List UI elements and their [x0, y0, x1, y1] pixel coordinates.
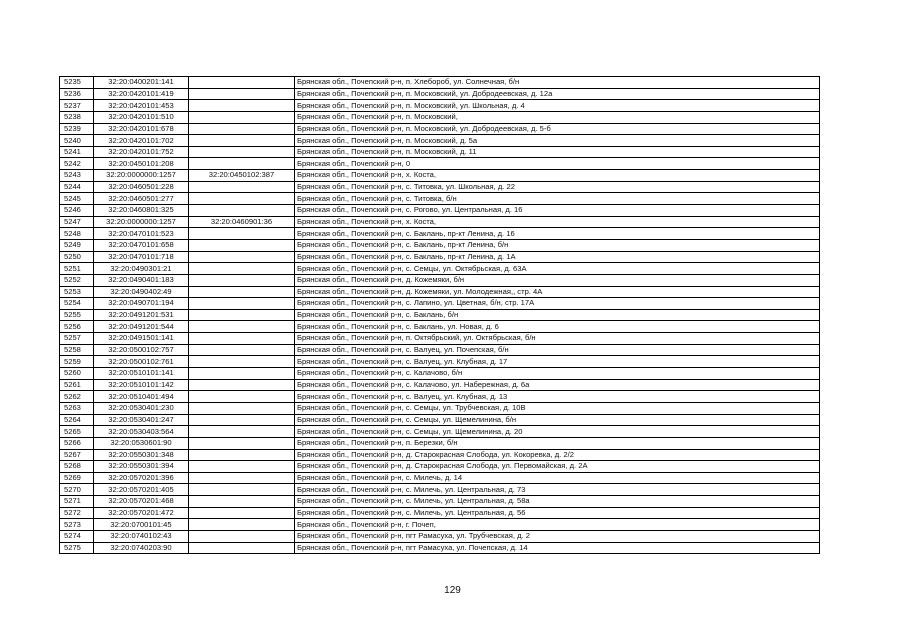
linked-cadastral-number-cell [189, 309, 295, 321]
table-row [60, 216, 820, 228]
address-cell: Брянская обл., Почепский р-н, с. Семцы, ул. Октябрьская, д. 63А [295, 263, 820, 275]
linked-cadastral-number-cell [189, 344, 295, 356]
table-row [60, 402, 820, 414]
row-number-cell: 5266 [60, 437, 94, 449]
cadastral-number-cell: 32:20:0530601:90 [94, 437, 189, 449]
table-row [60, 461, 820, 473]
table-row [60, 88, 820, 100]
row-number-cell: 5243 [60, 170, 94, 182]
cadastral-number-cell: 32:20:0490301:21 [94, 263, 189, 275]
cadastral-number-cell: 32:20:0490401:183 [94, 274, 189, 286]
row-number-cell: 5256 [60, 321, 94, 333]
address-cell: Брянская обл., Почепский р-н, с. Баклань, ул. Новая, д. 6 [295, 321, 820, 333]
row-number-cell: 5268 [60, 461, 94, 473]
linked-cadastral-number-cell [189, 426, 295, 438]
table-row [60, 472, 820, 484]
cadastral-number-cell: 32:20:0420101:453 [94, 100, 189, 112]
row-number-cell: 5235 [60, 77, 94, 89]
row-number-cell: 5238 [60, 111, 94, 123]
cadastral-number-cell: 32:20:0510401:494 [94, 391, 189, 403]
row-number-cell: 5261 [60, 379, 94, 391]
address-cell: Брянская обл., Почепский р-н, с. Баклань, пр-кт Ленина, б/н [295, 239, 820, 251]
row-number-cell: 5267 [60, 449, 94, 461]
cadastral-number-cell: 32:20:0530403:564 [94, 426, 189, 438]
table-row [60, 484, 820, 496]
linked-cadastral-number-cell [189, 205, 295, 217]
table-body [60, 77, 820, 554]
table-row [60, 123, 820, 135]
cadastral-number-cell: 32:20:0510101:141 [94, 368, 189, 380]
page-number: 129 [444, 585, 461, 596]
address-cell: Брянская обл., Почепский р-н, 0 [295, 158, 820, 170]
table-row [60, 286, 820, 298]
linked-cadastral-number-cell [189, 239, 295, 251]
cadastral-number-cell: 32:20:0500102:757 [94, 344, 189, 356]
row-number-cell: 5245 [60, 193, 94, 205]
linked-cadastral-number-cell [189, 111, 295, 123]
table-row [60, 135, 820, 147]
cadastral-number-cell: 32:20:0570201:472 [94, 507, 189, 519]
linked-cadastral-number-cell [189, 530, 295, 542]
table-row [60, 263, 820, 275]
table-row [60, 181, 820, 193]
address-cell: Брянская обл., Почепский р-н, д. Кожемяки, ул. Молодежная,, стр. 4А [295, 286, 820, 298]
linked-cadastral-number-cell [189, 391, 295, 403]
table-row [60, 205, 820, 217]
address-cell: Брянская обл., Почепский р-н, с. Титовка, ул. Школьная, д. 22 [295, 181, 820, 193]
address-cell: Брянская обл., Почепский р-н, с. Баклань, пр-кт Ленина, д. 1А [295, 251, 820, 263]
table-row [60, 368, 820, 380]
linked-cadastral-number-cell [189, 542, 295, 554]
table-row [60, 321, 820, 333]
address-cell: Брянская обл., Почепский р-н, с. Титовка, б/н [295, 193, 820, 205]
address-cell: Брянская обл., Почепский р-н, х. Коста, [295, 216, 820, 228]
address-cell: Брянская обл., Почепский р-н, д. Кожемяки, б/н [295, 274, 820, 286]
address-cell: Брянская обл., Почепский р-н, с. Рогово, ул. Центральная, д. 16 [295, 205, 820, 217]
row-number-cell: 5274 [60, 530, 94, 542]
table-row [60, 251, 820, 263]
address-cell: Брянская обл., Почепский р-н, с. Семцы, ул. Щемелинина, д. 20 [295, 426, 820, 438]
address-cell: Брянская обл., Почепский р-н, п. Московский, д. 5а [295, 135, 820, 147]
table-row [60, 426, 820, 438]
table-row [60, 356, 820, 368]
cadastral-number-cell: 32:20:0000000:1257 [94, 170, 189, 182]
address-cell: Брянская обл., Почепский р-н, с. Милечь, ул. Центральная, д. 58а [295, 496, 820, 508]
row-number-cell: 5246 [60, 205, 94, 217]
linked-cadastral-number-cell [189, 146, 295, 158]
cadastral-number-cell: 32:20:0000000:1257 [94, 216, 189, 228]
row-number-cell: 5242 [60, 158, 94, 170]
table-row [60, 379, 820, 391]
table-row [60, 158, 820, 170]
linked-cadastral-number-cell [189, 437, 295, 449]
linked-cadastral-number-cell [189, 379, 295, 391]
linked-cadastral-number-cell [189, 519, 295, 531]
cadastral-number-cell: 32:20:0460501:228 [94, 181, 189, 193]
address-cell: Брянская обл., Почепский р-н, х. Коста, [295, 170, 820, 182]
cadastral-number-cell: 32:20:0460501:277 [94, 193, 189, 205]
table-row [60, 193, 820, 205]
address-cell: Брянская обл., Почепский р-н, пгт Рамасуха, ул. Трубчевская, д. 2 [295, 530, 820, 542]
cadastral-number-cell: 32:20:0491201:544 [94, 321, 189, 333]
address-cell: Брянская обл., Почепский р-н, п. Московский, ул. Добродеевская, д. 12а [295, 88, 820, 100]
row-number-cell: 5273 [60, 519, 94, 531]
row-number-cell: 5237 [60, 100, 94, 112]
linked-cadastral-number-cell: 32:20:0450102:387 [189, 170, 295, 182]
cadastral-number-cell: 32:20:0420101:752 [94, 146, 189, 158]
linked-cadastral-number-cell [189, 123, 295, 135]
table-row [60, 449, 820, 461]
table-row [60, 309, 820, 321]
table-row [60, 239, 820, 251]
address-cell: Брянская обл., Почепский р-н, п. Московский, [295, 111, 820, 123]
row-number-cell: 5258 [60, 344, 94, 356]
cadastral-number-cell: 32:20:0550301:394 [94, 461, 189, 473]
row-number-cell: 5263 [60, 402, 94, 414]
table-row [60, 391, 820, 403]
row-number-cell: 5272 [60, 507, 94, 519]
row-number-cell: 5244 [60, 181, 94, 193]
row-number-cell: 5259 [60, 356, 94, 368]
linked-cadastral-number-cell [189, 356, 295, 368]
address-cell: Брянская обл., Почепский р-н, с. Калачово, ул. Набережная, д. 6а [295, 379, 820, 391]
row-number-cell: 5240 [60, 135, 94, 147]
cadastral-number-cell: 32:20:0530401:230 [94, 402, 189, 414]
address-cell: Брянская обл., Почепский р-н, пгт Рамасуха, ул. Почепская, д. 14 [295, 542, 820, 554]
row-number-cell: 5250 [60, 251, 94, 263]
cadastral-number-cell: 32:20:0490701:194 [94, 298, 189, 310]
address-cell: Брянская обл., Почепский р-н, с. Калачово, б/н [295, 368, 820, 380]
table-row [60, 228, 820, 240]
cadastral-number-cell: 32:20:0740203:90 [94, 542, 189, 554]
table-row [60, 100, 820, 112]
address-cell: Брянская обл., Почепский р-н, с. Валуец, ул. Клубная, д. 17 [295, 356, 820, 368]
linked-cadastral-number-cell [189, 228, 295, 240]
address-cell: Брянская обл., Почепский р-н, с. Семцы, ул. Щемелинина, б/н [295, 414, 820, 426]
table-row [60, 519, 820, 531]
linked-cadastral-number-cell [189, 135, 295, 147]
row-number-cell: 5255 [60, 309, 94, 321]
table-row [60, 507, 820, 519]
linked-cadastral-number-cell [189, 414, 295, 426]
linked-cadastral-number-cell [189, 449, 295, 461]
linked-cadastral-number-cell [189, 181, 295, 193]
table-row [60, 542, 820, 554]
row-number-cell: 5248 [60, 228, 94, 240]
linked-cadastral-number-cell [189, 77, 295, 89]
row-number-cell: 5264 [60, 414, 94, 426]
linked-cadastral-number-cell [189, 193, 295, 205]
address-cell: Брянская обл., Почепский р-н, г. Почеп, [295, 519, 820, 531]
address-cell: Брянская обл., Почепский р-н, с. Лапино, ул. Цветная, б/н, стр. 17А [295, 298, 820, 310]
row-number-cell: 5260 [60, 368, 94, 380]
address-cell: Брянская обл., Почепский р-н, с. Баклань, б/н [295, 309, 820, 321]
table-row [60, 437, 820, 449]
cadastral-number-cell: 32:20:0570201:468 [94, 496, 189, 508]
row-number-cell: 5262 [60, 391, 94, 403]
linked-cadastral-number-cell [189, 286, 295, 298]
linked-cadastral-number-cell [189, 496, 295, 508]
linked-cadastral-number-cell [189, 298, 295, 310]
linked-cadastral-number-cell [189, 100, 295, 112]
address-cell: Брянская обл., Почепский р-н, с. Милечь, ул. Центральная, д. 73 [295, 484, 820, 496]
linked-cadastral-number-cell [189, 507, 295, 519]
row-number-cell: 5252 [60, 274, 94, 286]
row-number-cell: 5254 [60, 298, 94, 310]
row-number-cell: 5251 [60, 263, 94, 275]
property-table [59, 76, 820, 554]
linked-cadastral-number-cell [189, 158, 295, 170]
address-cell: Брянская обл., Почепский р-н, п. Октябрьский, ул. Октябрьская, б/н [295, 333, 820, 345]
table-row [60, 496, 820, 508]
row-number-cell: 5270 [60, 484, 94, 496]
cadastral-number-cell: 32:20:0420101:419 [94, 88, 189, 100]
table-row [60, 530, 820, 542]
table-row [60, 333, 820, 345]
table-row [60, 274, 820, 286]
cadastral-number-cell: 32:20:0420101:510 [94, 111, 189, 123]
cadastral-number-cell: 32:20:0491501:141 [94, 333, 189, 345]
linked-cadastral-number-cell [189, 274, 295, 286]
table-row [60, 146, 820, 158]
address-cell: Брянская обл., Почепский р-н, п. Московский, д. 11 [295, 146, 820, 158]
row-number-cell: 5236 [60, 88, 94, 100]
linked-cadastral-number-cell [189, 368, 295, 380]
cadastral-number-cell: 32:20:0500102:761 [94, 356, 189, 368]
table-row [60, 170, 820, 182]
row-number-cell: 5271 [60, 496, 94, 508]
cadastral-number-cell: 32:20:0420101:678 [94, 123, 189, 135]
cadastral-number-cell: 32:20:0470101:523 [94, 228, 189, 240]
cadastral-number-cell: 32:20:0490402:49 [94, 286, 189, 298]
row-number-cell: 5265 [60, 426, 94, 438]
address-cell: Брянская обл., Почепский р-н, с. Валуец, ул. Клубная, д. 13 [295, 391, 820, 403]
table-row [60, 344, 820, 356]
table-row [60, 111, 820, 123]
address-cell: Брянская обл., Почепский р-н, п. Московский, ул. Добродеевская, д. 5-б [295, 123, 820, 135]
row-number-cell: 5239 [60, 123, 94, 135]
row-number-cell: 5257 [60, 333, 94, 345]
address-cell: Брянская обл., Почепский р-н, п. Московский, ул. Школьная, д. 4 [295, 100, 820, 112]
address-cell: Брянская обл., Почепский р-н, д. Старокрасная Слобода, ул. Первомайская, д. 2А [295, 461, 820, 473]
address-cell: Брянская обл., Почепский р-н, с. Валуец, ул. Почепская, б/н [295, 344, 820, 356]
table-row [60, 77, 820, 89]
cadastral-number-cell: 32:20:0470101:658 [94, 239, 189, 251]
address-cell: Брянская обл., Почепский р-н, с. Милечь, ул. Центральная, д. 56 [295, 507, 820, 519]
address-cell: Брянская обл., Почепский р-н, п. Березки, б/н [295, 437, 820, 449]
cadastral-number-cell: 32:20:0700101:45 [94, 519, 189, 531]
cadastral-number-cell: 32:20:0491201:531 [94, 309, 189, 321]
linked-cadastral-number-cell [189, 472, 295, 484]
address-cell: Брянская обл., Почепский р-н, д. Старокрасная Слобода, ул. Кокоревка, д. 2/2 [295, 449, 820, 461]
row-number-cell: 5247 [60, 216, 94, 228]
cadastral-number-cell: 32:20:0420101:702 [94, 135, 189, 147]
cadastral-number-cell: 32:20:0470101:718 [94, 251, 189, 263]
linked-cadastral-number-cell [189, 321, 295, 333]
linked-cadastral-number-cell [189, 251, 295, 263]
cadastral-number-cell: 32:20:0400201:141 [94, 77, 189, 89]
table-row [60, 414, 820, 426]
linked-cadastral-number-cell [189, 402, 295, 414]
address-cell: Брянская обл., Почепский р-н, п. Хлебороб, ул. Солнечная, б/н [295, 77, 820, 89]
cadastral-number-cell: 32:20:0550301:348 [94, 449, 189, 461]
linked-cadastral-number-cell [189, 484, 295, 496]
linked-cadastral-number-cell [189, 333, 295, 345]
cadastral-number-cell: 32:20:0510101:142 [94, 379, 189, 391]
address-cell: Брянская обл., Почепский р-н, с. Баклань, пр-кт Ленина, д. 16 [295, 228, 820, 240]
row-number-cell: 5253 [60, 286, 94, 298]
cadastral-number-cell: 32:20:0450101:208 [94, 158, 189, 170]
row-number-cell: 5249 [60, 239, 94, 251]
cadastral-number-cell: 32:20:0740102:43 [94, 530, 189, 542]
cadastral-number-cell: 32:20:0570201:405 [94, 484, 189, 496]
linked-cadastral-number-cell [189, 88, 295, 100]
row-number-cell: 5275 [60, 542, 94, 554]
cadastral-number-cell: 32:20:0530401:247 [94, 414, 189, 426]
table-row [60, 298, 820, 310]
cadastral-number-cell: 32:20:0570201:396 [94, 472, 189, 484]
address-cell: Брянская обл., Почепский р-н, с. Семцы, ул. Трубчевская, д. 10В [295, 402, 820, 414]
cadastral-number-cell: 32:20:0460801:325 [94, 205, 189, 217]
row-number-cell: 5241 [60, 146, 94, 158]
linked-cadastral-number-cell [189, 263, 295, 275]
linked-cadastral-number-cell: 32:20:0460901:36 [189, 216, 295, 228]
row-number-cell: 5269 [60, 472, 94, 484]
address-cell: Брянская обл., Почепский р-н, с. Милечь, д. 14 [295, 472, 820, 484]
linked-cadastral-number-cell [189, 461, 295, 473]
